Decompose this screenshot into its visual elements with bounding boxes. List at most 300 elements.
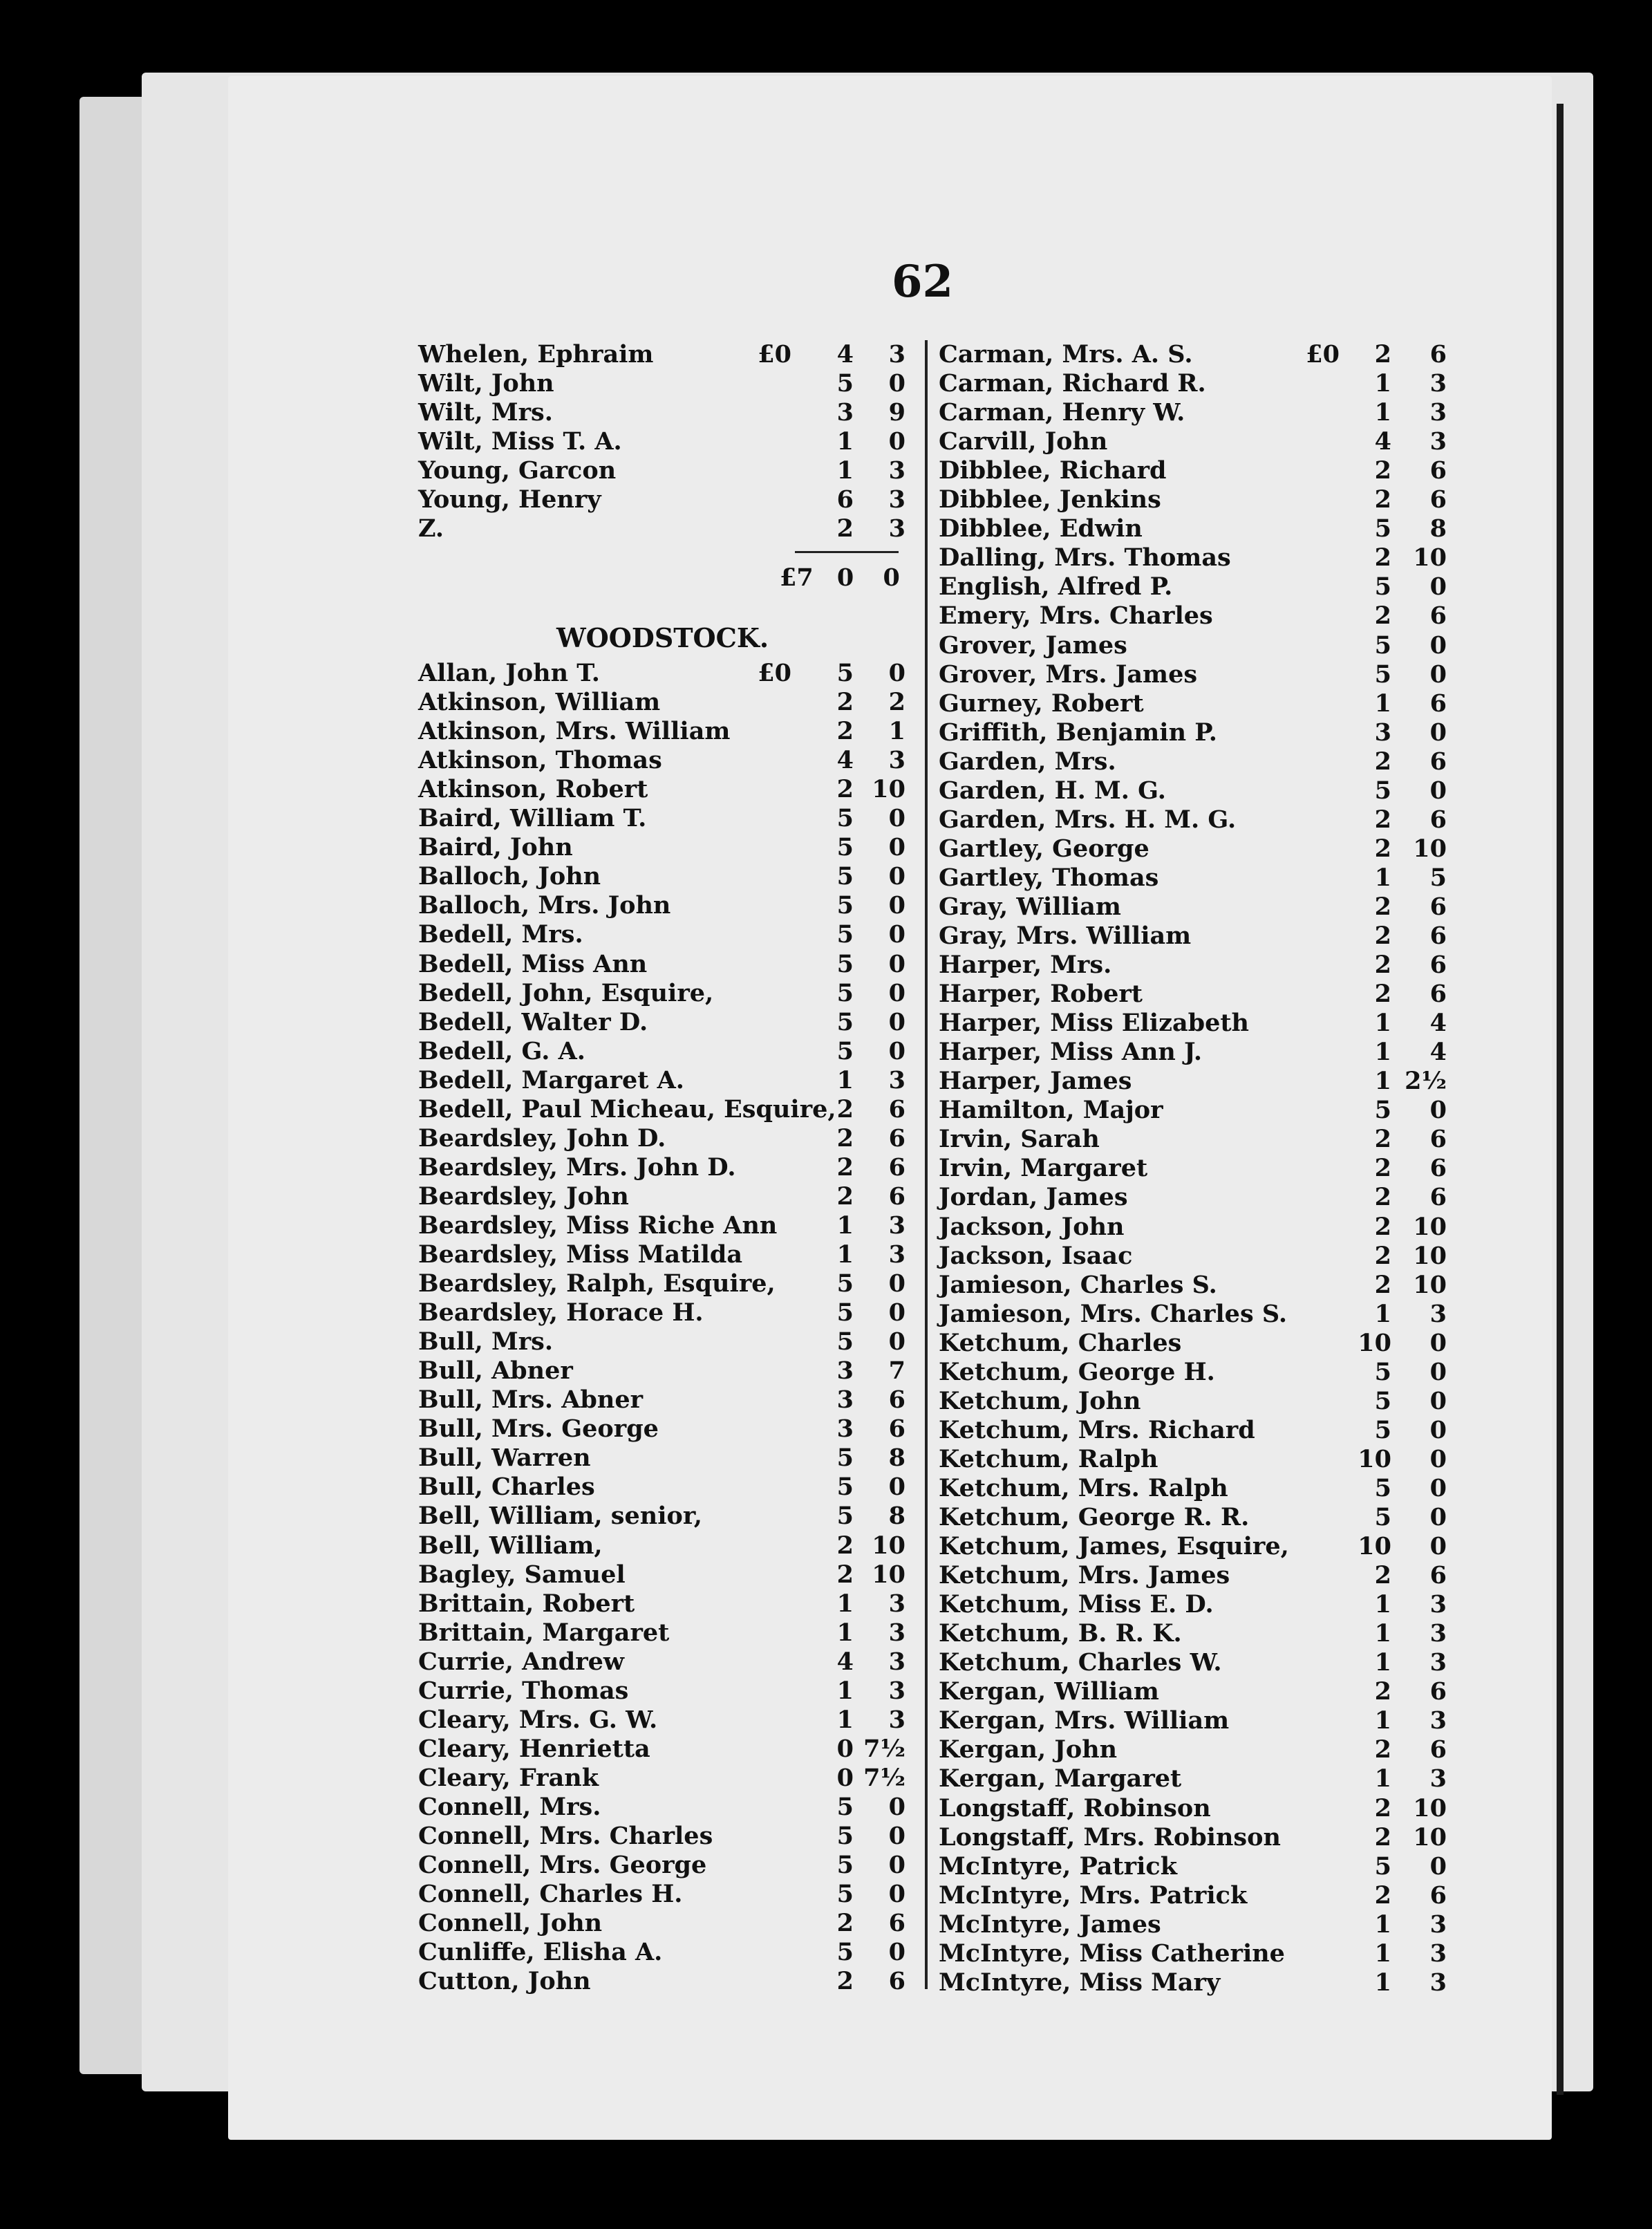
- ledger-entry-row: [939, 514, 1457, 543]
- entry-pence: 7: [888, 1356, 905, 1386]
- total-shillings: 0: [836, 563, 854, 592]
- entry-pence: 9: [888, 398, 905, 427]
- entry-shillings: 1: [836, 1589, 854, 1618]
- entry-pence: 0: [1429, 1532, 1447, 1561]
- entry-shillings: 1: [1374, 689, 1391, 718]
- entry-shillings: 5: [836, 1298, 854, 1327]
- entry-name: Kergan, William: [939, 1677, 1159, 1706]
- entry-pence: 0: [1429, 1357, 1447, 1386]
- ledger-entry-row: [418, 1938, 916, 1967]
- entry-shillings: 4: [836, 340, 854, 369]
- entry-pence: 3: [888, 1240, 905, 1269]
- entry-name: Jackson, Isaac: [939, 1241, 1133, 1270]
- entry-shillings: 4: [836, 1647, 854, 1676]
- ledger-entry-row: [418, 1473, 916, 1502]
- entry-name: Gartley, Thomas: [939, 863, 1159, 892]
- ledger-entry-row: [418, 1880, 916, 1909]
- entry-shillings: 1: [1374, 1910, 1391, 1939]
- entry-pence: 3: [1429, 1648, 1447, 1677]
- entry-shillings: 2: [1374, 340, 1391, 369]
- entry-shillings: 1: [836, 1211, 854, 1240]
- total-pence: 0: [883, 563, 900, 592]
- entry-shillings: 5: [836, 833, 854, 862]
- entry-pence: 7½: [863, 1734, 905, 1763]
- entry-pence: 6: [888, 1909, 905, 1938]
- entry-pence: 0: [888, 1036, 905, 1065]
- entry-name: Gurney, Robert: [939, 689, 1144, 718]
- entry-pence: 0: [888, 862, 905, 891]
- entry-name: Irvin, Sarah: [939, 1125, 1100, 1154]
- ledger-entry-row: [939, 1561, 1457, 1590]
- ledger-entry-row: [418, 1502, 916, 1531]
- entry-name: Brittain, Robert: [418, 1589, 635, 1618]
- entry-shillings: 5: [1374, 514, 1391, 543]
- ledger-entry-row: [939, 1648, 1457, 1677]
- entry-name: Ketchum, Mrs. Richard: [939, 1415, 1255, 1444]
- entry-shillings: 2: [1374, 456, 1391, 485]
- entry-name: Ketchum, John: [939, 1386, 1141, 1415]
- ledger-entry-row: [939, 776, 1457, 805]
- ledger-entry-row: [418, 1066, 916, 1095]
- entry-shillings: 2: [1374, 922, 1391, 950]
- entry-pence: 0: [888, 1007, 905, 1036]
- entry-name: Bedell, G. A.: [418, 1036, 585, 1065]
- ledger-entry-row: [418, 1444, 916, 1473]
- entry-shillings: 1: [836, 1676, 854, 1705]
- entry-name: Griffith, Benjamin P.: [939, 718, 1217, 747]
- ledger-entry-row: [939, 1677, 1457, 1706]
- ledger-entry-row: [418, 1182, 916, 1211]
- entry-name: Beardsley, Mrs. John D.: [418, 1153, 736, 1182]
- entry-shillings: 2: [1374, 951, 1391, 980]
- entry-shillings: 2: [836, 1560, 854, 1589]
- entry-pence: 8: [888, 1502, 905, 1531]
- entry-name: Balloch, John: [418, 862, 601, 891]
- entry-shillings: 2: [1374, 805, 1391, 834]
- entry-pence: 0: [888, 804, 905, 833]
- entry-name: Harper, Miss Elizabeth: [939, 1009, 1250, 1038]
- entry-pence: 3: [888, 1705, 905, 1734]
- entry-name: Beardsley, Horace H.: [418, 1298, 704, 1327]
- entry-shillings: 2: [1374, 892, 1391, 921]
- entry-name: Allan, John T.: [418, 659, 600, 687]
- entry-shillings: 2: [836, 1967, 854, 1996]
- entry-name: Atkinson, Robert: [418, 775, 648, 804]
- entry-shillings: 3: [836, 1415, 854, 1444]
- entry-shillings: 1: [836, 1618, 854, 1647]
- entry-shillings: 2: [1374, 1270, 1391, 1299]
- entry-pence: 2½: [1405, 1067, 1447, 1096]
- entry-pounds: £0: [758, 340, 791, 369]
- ledger-entry-row: [939, 1939, 1457, 1968]
- entry-shillings: 10: [1358, 1444, 1391, 1473]
- entry-shillings: 1: [1374, 1619, 1391, 1648]
- entry-shillings: 2: [1374, 1241, 1391, 1270]
- entry-name: Carman, Henry W.: [939, 398, 1185, 427]
- entry-name: Atkinson, Thomas: [418, 746, 662, 775]
- entry-name: Dalling, Mrs. Thomas: [939, 543, 1231, 572]
- ledger-entry-row: [939, 1242, 1457, 1271]
- entry-pence: 3: [1429, 427, 1447, 456]
- entry-name: Atkinson, William: [418, 688, 661, 717]
- ledger-entry-row: [418, 775, 916, 804]
- entry-pence: 10: [1413, 1270, 1447, 1299]
- entry-name: Ketchum, George R. R.: [939, 1503, 1250, 1531]
- entry-name: Grover, Mrs. James: [939, 660, 1198, 689]
- column-divider: [925, 340, 928, 1989]
- entry-name: Ketchum, James, Esquire,: [939, 1532, 1289, 1561]
- entry-shillings: 1: [1374, 1968, 1391, 1997]
- ledger-entry-row: [418, 427, 916, 456]
- entry-shillings: 2: [1374, 1735, 1391, 1764]
- entry-name: Beardsley, John: [418, 1182, 629, 1211]
- entry-shillings: 2: [836, 1094, 854, 1123]
- ledger-entry-row: [939, 1067, 1457, 1096]
- entry-name: Bell, William,: [418, 1531, 603, 1560]
- entry-shillings: 5: [836, 1851, 854, 1880]
- entry-name: Grover, James: [939, 631, 1127, 660]
- ledger-entry-row: [939, 689, 1457, 718]
- entry-pence: 0: [1429, 660, 1447, 689]
- ledger-entry-row: [939, 1852, 1457, 1881]
- ledger-entry-row: [939, 922, 1457, 951]
- entry-shillings: 1: [836, 1705, 854, 1734]
- entry-name: Wilt, Miss T. A.: [418, 427, 622, 456]
- entry-name: Connell, Mrs.: [418, 1792, 601, 1821]
- entry-shillings: 2: [836, 717, 854, 746]
- ledger-entry-row: [939, 1096, 1457, 1125]
- entry-shillings: 1: [1374, 1299, 1391, 1328]
- ledger-entry-row: [939, 543, 1457, 572]
- ledger-entry-row: [418, 1008, 916, 1037]
- entry-shillings: 3: [836, 1356, 854, 1386]
- entry-shillings: 5: [836, 1036, 854, 1065]
- entry-shillings: 5: [1374, 1473, 1391, 1502]
- entry-name: Ketchum, Charles: [939, 1328, 1182, 1357]
- entry-shillings: 5: [1374, 660, 1391, 689]
- ledger-entry-row: [939, 834, 1457, 864]
- ledger-entry-row: [418, 1648, 916, 1677]
- ledger-entry-row: [418, 920, 916, 949]
- ledger-entry-row: [939, 1300, 1457, 1329]
- entry-name: Dibblee, Richard: [939, 456, 1167, 485]
- entry-name: Bedell, Margaret A.: [418, 1065, 684, 1094]
- entry-name: Kergan, John: [939, 1735, 1118, 1764]
- entry-shillings: 2: [1374, 1881, 1391, 1910]
- entry-shillings: 2: [1374, 1561, 1391, 1590]
- entry-pence: 6: [1429, 340, 1447, 369]
- ledger-entry-row: [418, 1560, 916, 1589]
- entry-name: Ketchum, Charles W.: [939, 1648, 1222, 1677]
- ledger-entry-row: [418, 1415, 916, 1444]
- entry-shillings: 1: [836, 456, 854, 485]
- entry-pence: 4: [1429, 1038, 1447, 1067]
- ledger-entry-row: [939, 1329, 1457, 1358]
- ledger-entry-row: [418, 1269, 916, 1298]
- entry-shillings: 5: [1374, 776, 1391, 805]
- entry-shillings: 5: [1374, 1357, 1391, 1386]
- entry-pence: 0: [1429, 1415, 1447, 1444]
- entry-pence: 10: [1413, 834, 1447, 863]
- entry-pence: 3: [1429, 1706, 1447, 1735]
- ledger-entry-row: [939, 1735, 1457, 1764]
- ledger-entry-row: [939, 427, 1457, 456]
- entry-pence: 6: [1429, 456, 1447, 485]
- entry-name: McIntyre, Patrick: [939, 1852, 1177, 1881]
- entry-shillings: 5: [836, 369, 854, 398]
- entry-shillings: 0: [836, 1734, 854, 1763]
- entry-shillings: 5: [836, 1327, 854, 1356]
- ledger-entry-row: [939, 1213, 1457, 1242]
- entry-name: Longstaff, Mrs. Robinson: [939, 1822, 1281, 1852]
- entry-pence: 6: [1429, 951, 1447, 980]
- entry-name: Bull, Abner: [418, 1356, 573, 1386]
- entry-name: Carman, Mrs. A. S.: [939, 340, 1193, 369]
- ledger-entry-row: [418, 891, 916, 920]
- entry-shillings: 5: [836, 1502, 854, 1531]
- entry-name: Dibblee, Edwin: [939, 514, 1143, 543]
- entry-name: Gray, Mrs. William: [939, 922, 1192, 950]
- entry-pence: 6: [888, 1967, 905, 1996]
- entry-pence: 3: [1429, 398, 1447, 427]
- entry-pence: 0: [1429, 776, 1447, 805]
- entry-pence: 1: [888, 717, 905, 746]
- entry-pence: 6: [1429, 980, 1447, 1009]
- entry-shillings: 3: [1374, 718, 1391, 747]
- entry-pence: 0: [888, 1880, 905, 1909]
- ledger-entry-row: [418, 1706, 916, 1735]
- ledger-entry-row: [418, 398, 916, 427]
- ledger-entry-row: [939, 369, 1457, 398]
- entry-shillings: 1: [836, 1065, 854, 1094]
- entry-shillings: 2: [1374, 1125, 1391, 1154]
- entry-pence: 0: [888, 1792, 905, 1821]
- entry-name: Jamieson, Mrs. Charles S.: [939, 1299, 1288, 1328]
- entry-name: Harper, James: [939, 1067, 1132, 1096]
- entry-pence: 5: [1429, 863, 1447, 892]
- entry-pence: 3: [1429, 1590, 1447, 1619]
- entry-shillings: 1: [836, 427, 854, 456]
- ledger-entry-row: [939, 1474, 1457, 1503]
- ledger-entry-row: [939, 1532, 1457, 1561]
- entry-name: Harper, Miss Ann J.: [939, 1038, 1203, 1067]
- ledger-entry-row: [939, 1764, 1457, 1793]
- entry-shillings: 1: [1374, 369, 1391, 398]
- entry-pence: 3: [1429, 369, 1447, 398]
- entry-pence: 6: [1429, 922, 1447, 950]
- entry-name: Baird, John: [418, 833, 573, 862]
- entry-shillings: 1: [1374, 1038, 1391, 1067]
- entry-name: Ketchum, Ralph: [939, 1444, 1158, 1473]
- entry-pence: 6: [1429, 601, 1447, 631]
- entry-pence: 0: [1429, 631, 1447, 660]
- entry-name: Bull, Mrs.: [418, 1327, 554, 1356]
- entry-name: Ketchum, Mrs. James: [939, 1561, 1230, 1590]
- entry-shillings: 2: [1374, 1154, 1391, 1183]
- ledger-entry-row: [418, 1677, 916, 1706]
- ledger-entry-row: [418, 979, 916, 1008]
- ledger-entry-row: [939, 951, 1457, 980]
- entry-shillings: 4: [836, 746, 854, 775]
- entry-name: Atkinson, Mrs. William: [418, 717, 731, 746]
- entry-pence: 6: [888, 1386, 905, 1415]
- entry-shillings: 2: [836, 1909, 854, 1938]
- entry-name: Z.: [418, 514, 444, 543]
- entry-shillings: 2: [836, 514, 854, 543]
- entry-shillings: 1: [1374, 1009, 1391, 1038]
- entry-name: Currie, Andrew: [418, 1647, 625, 1676]
- ledger-entry-row: [939, 980, 1457, 1009]
- ledger-entry-row: [418, 369, 916, 398]
- entry-pence: 10: [872, 1560, 905, 1589]
- entry-shillings: 3: [836, 398, 854, 427]
- entry-pence: 7½: [863, 1763, 905, 1792]
- entry-shillings: 10: [1358, 1532, 1391, 1561]
- entry-name: Jackson, John: [939, 1212, 1125, 1241]
- entry-name: Longstaff, Robinson: [939, 1793, 1211, 1822]
- entry-name: Harper, Mrs.: [939, 951, 1112, 980]
- entry-shillings: 5: [1374, 1503, 1391, 1531]
- entry-name: Kergan, Mrs. William: [939, 1706, 1230, 1735]
- entry-pence: 2: [888, 688, 905, 717]
- ledger-entry-row: [418, 1240, 916, 1269]
- entry-pence: 3: [1429, 1299, 1447, 1328]
- entry-pence: 0: [1429, 1473, 1447, 1502]
- entry-name: Connell, Mrs. Charles: [418, 1822, 713, 1850]
- entry-pence: 3: [888, 514, 905, 543]
- entry-name: Connell, Charles H.: [418, 1880, 683, 1909]
- entry-pence: 8: [888, 1444, 905, 1473]
- entry-pence: 6: [1429, 1881, 1447, 1910]
- entry-name: McIntyre, Mrs. Patrick: [939, 1881, 1248, 1910]
- ledger-entry-row: [418, 1386, 916, 1415]
- ledger-entry-row: [939, 864, 1457, 893]
- entry-pence: 10: [872, 775, 905, 804]
- entry-shillings: 5: [836, 1822, 854, 1850]
- entry-name: Ketchum, Mrs. Ralph: [939, 1473, 1228, 1502]
- entry-name: Cleary, Henrietta: [418, 1734, 650, 1763]
- entry-shillings: 0: [836, 1763, 854, 1792]
- entry-pence: 3: [1429, 1910, 1447, 1939]
- entry-name: Cutton, John: [418, 1967, 591, 1996]
- entry-name: Emery, Mrs. Charles: [939, 601, 1213, 631]
- entry-pence: 10: [872, 1531, 905, 1560]
- entry-shillings: 5: [836, 1938, 854, 1967]
- entry-pence: 0: [888, 1298, 905, 1327]
- ledger-entry-row: [939, 1387, 1457, 1416]
- entry-pence: 0: [1429, 1444, 1447, 1473]
- entry-pence: 10: [1413, 1212, 1447, 1241]
- ledger-entry-row: [939, 398, 1457, 427]
- ledger-entry-row: [418, 950, 916, 979]
- entry-pence: 3: [888, 1589, 905, 1618]
- entry-name: Jordan, James: [939, 1183, 1128, 1212]
- entry-shillings: 1: [1374, 398, 1391, 427]
- ledger-entry-row: [418, 1153, 916, 1182]
- entry-name: Ketchum, George H.: [939, 1357, 1215, 1386]
- entry-pence: 6: [1429, 689, 1447, 718]
- entry-name: Garden, Mrs. H. M. G.: [939, 805, 1237, 834]
- entry-shillings: 2: [1374, 1793, 1391, 1822]
- entry-name: Beardsley, John D.: [418, 1123, 666, 1153]
- entry-pence: 3: [888, 1676, 905, 1705]
- left-total: [780, 563, 900, 592]
- entry-pence: 3: [1429, 1619, 1447, 1648]
- entry-name: Balloch, Mrs. John: [418, 891, 671, 920]
- entry-pence: 6: [1429, 1735, 1447, 1764]
- ledger-entry-row: [418, 1531, 916, 1560]
- entry-shillings: 1: [1374, 1590, 1391, 1619]
- entry-pence: 0: [888, 1269, 905, 1298]
- entry-pence: 6: [888, 1153, 905, 1182]
- entry-shillings: 5: [836, 949, 854, 978]
- entry-name: Baird, William T.: [418, 804, 647, 833]
- entry-name: Bell, William, senior,: [418, 1502, 702, 1531]
- ledger-entry-row: [939, 1794, 1457, 1823]
- ledger-entry-row: [418, 862, 916, 891]
- entry-pence: 10: [1413, 1822, 1447, 1852]
- ledger-entry-row: [939, 1619, 1457, 1648]
- entry-pence: 3: [888, 1618, 905, 1647]
- entry-name: Beardsley, Miss Riche Ann: [418, 1211, 778, 1240]
- page-binding-edge: [1557, 104, 1564, 2095]
- entry-pence: 8: [1429, 514, 1447, 543]
- ledger-entry-row: [939, 1445, 1457, 1474]
- entry-pence: 10: [1413, 1241, 1447, 1270]
- ledger-entry-row: [939, 805, 1457, 834]
- entry-pence: 6: [1429, 1561, 1447, 1590]
- entry-pence: 0: [888, 949, 905, 978]
- ledger-entry-row: [418, 1211, 916, 1240]
- entry-shillings: 5: [836, 1880, 854, 1909]
- ledger-entry-row: [418, 717, 916, 746]
- entry-name: Bedell, Paul Micheau, Esquire,: [418, 1094, 836, 1123]
- ledger-entry-row: [939, 893, 1457, 922]
- entry-pence: 3: [1429, 1939, 1447, 1968]
- ledger-entry-row: [939, 340, 1457, 369]
- ledger-entry-row: [939, 601, 1457, 631]
- entry-shillings: 5: [836, 1007, 854, 1036]
- ledger-entry-row: [418, 1589, 916, 1619]
- entry-shillings: 1: [1374, 1706, 1391, 1735]
- entry-pence: 0: [888, 891, 905, 920]
- entry-name: Cleary, Mrs. G. W.: [418, 1705, 658, 1734]
- entry-name: Connell, John: [418, 1909, 603, 1938]
- entry-name: Bedell, Walter D.: [418, 1007, 648, 1036]
- entry-name: Gartley, George: [939, 834, 1149, 863]
- entry-shillings: 1: [836, 1240, 854, 1269]
- entry-name: Carman, Richard R.: [939, 369, 1206, 398]
- ledger-entry-row: [939, 1183, 1457, 1212]
- entry-pence: 4: [1429, 1009, 1447, 1038]
- ledger-entry-row: [418, 340, 916, 369]
- ledger-entry-row: [939, 1910, 1457, 1939]
- entry-pence: 0: [888, 659, 905, 687]
- entry-pence: 0: [888, 1938, 905, 1967]
- ledger-entry-row: [939, 747, 1457, 776]
- entry-shillings: 1: [1374, 1939, 1391, 1968]
- entry-pence: 6: [1429, 805, 1447, 834]
- entry-name: Cunliffe, Elisha A.: [418, 1938, 663, 1967]
- ledger-entry-row: [939, 1706, 1457, 1735]
- entry-shillings: 2: [1374, 485, 1391, 514]
- entry-shillings: 5: [836, 920, 854, 949]
- ledger-entry-row: [418, 485, 916, 514]
- entry-name: Young, Henry: [418, 485, 601, 514]
- entry-name: Ketchum, Miss E. D.: [939, 1590, 1214, 1619]
- entry-shillings: 2: [1374, 747, 1391, 776]
- ledger-entry-row: [939, 1358, 1457, 1387]
